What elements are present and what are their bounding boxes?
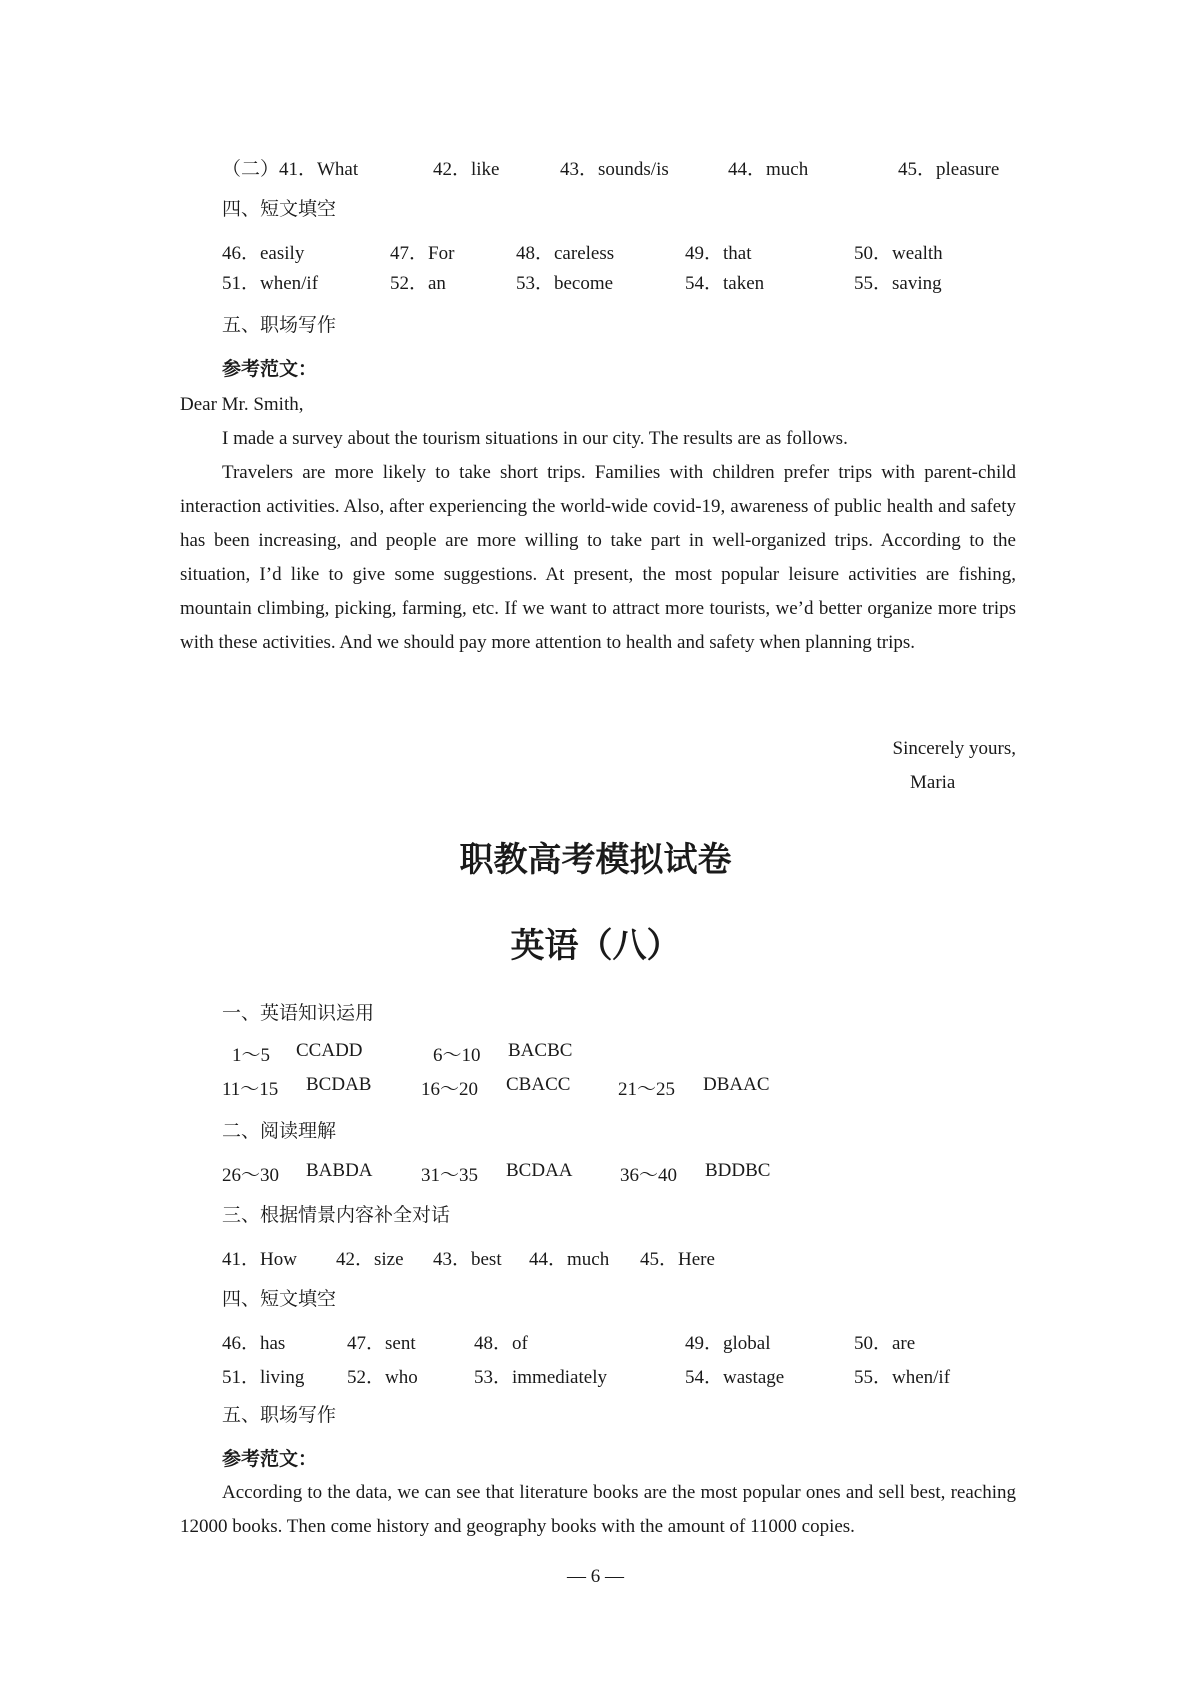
answers-36-40: BDDBC [705,1160,771,1181]
answer-49: 49．that [685,243,752,264]
letter-paragraph-2: Travelers are more likely to take short trips. Families with children prefer trips with parent-child interaction activities. Also, after experiencing the world-wide covid-19, awareness of public health and safety has been increasing, and people are more willing to take part in well-organized trips. According to the situation, I’d like to give some suggestions. At present, the most popular leisure activities are fishing, mountain climbing, picking, farming, etc. If we want to attract more tourists, we’d better organize more trips with these activities. And we should pay more attention to health and safety when planning trips. [180,462,1016,653]
letter-paragraph-1: I made a survey about the tourism situations in our city. The results are as follows. [222,428,848,449]
answer-43: 43．sounds/is [560,159,669,180]
section-heading-writing: 五、职场写作 [222,314,337,336]
answers-1-5: CCADD [296,1040,363,1061]
range-16-20: 16～20 [421,1079,479,1100]
letter-salutation: Dear Mr. Smith, [180,394,304,415]
answer-41: 41．How [222,1249,297,1270]
letter-signature: Maria [910,772,956,793]
answers-6-10: BACBC [508,1040,573,1061]
sample-essay-label-2: 参考范文： [222,1448,318,1470]
answers-11-15: BCDAB [306,1074,372,1095]
exam-subtitle: 英语（八） [510,926,681,966]
answer-52: 52．who [347,1367,418,1388]
section-heading-cloze: 四、短文填空 [222,198,337,220]
answer-55: 55．saving [854,273,942,294]
answer-51: 51．when/if [222,273,319,294]
answer-48: 48．careless [516,243,615,264]
answer-44: 44．much [728,159,809,180]
section-heading-dialog: 三、根据情景内容补全对话 [222,1204,451,1226]
answers-31-35: BCDAA [506,1160,573,1181]
answer-43: 43．best [433,1249,502,1270]
answer-54: 54．wastage [685,1367,785,1388]
answer-49: 49．global [685,1333,771,1354]
answer-54: 54．taken [685,273,765,294]
answer-45: 45．pleasure [898,159,1000,180]
range-11-15: 11～15 [222,1079,279,1100]
answer-53: 53．become [516,273,614,294]
section-heading-cloze-2: 四、短文填空 [222,1288,337,1310]
range-36-40: 36～40 [620,1165,678,1186]
answer-45: 45．Here [640,1249,715,1270]
section-heading-reading: 二、阅读理解 [222,1120,337,1142]
section-heading-knowledge: 一、英语知识运用 [222,1002,375,1024]
answer-55: 55．when/if [854,1367,951,1388]
answer-44: 44．much [529,1249,610,1270]
range-31-35: 31～35 [421,1165,479,1186]
letter-body [180,422,1016,660]
answer-42: 42．size [336,1249,404,1270]
sample-essay-label: 参考范文： [222,358,318,380]
range-26-30: 26～30 [222,1165,280,1186]
answer-47: 47．For [390,243,455,264]
answer-47: 47．sent [347,1333,416,1354]
answer-46: 46．has [222,1333,286,1354]
letter-closing: Sincerely yours, [892,738,1016,759]
exam-title: 职教高考模拟试卷 [459,840,732,880]
answer-48: 48．of [474,1333,528,1354]
answer-50: 50．wealth [854,243,943,264]
answer-46: 46．easily [222,243,305,264]
answer-53: 53．immediately [474,1367,607,1388]
answers-16-20: CBACC [506,1074,571,1095]
answer-52: 52．an [390,273,446,294]
answer-41: （二）41．What [222,159,359,180]
answer-50: 50．are [854,1333,916,1354]
essay-body [180,1476,1016,1544]
answer-51: 51．living [222,1367,305,1388]
range-6-10: 6～10 [433,1045,481,1066]
essay-paragraph-1: According to the data, we can see that literature books are the most popular ones and sell best, reaching 12000 books. Then come history and geography books with the amount of 11000 copies. [180,1482,1016,1537]
section-heading-writing-2: 五、职场写作 [222,1404,337,1426]
page-number: — 6 — [567,1566,624,1587]
answers-21-25: DBAAC [703,1074,770,1095]
answer-42: 42．like [433,159,500,180]
range-21-25: 21～25 [618,1079,676,1100]
range-1-5: 1～5 [232,1045,271,1066]
answers-26-30: BABDA [306,1160,373,1181]
